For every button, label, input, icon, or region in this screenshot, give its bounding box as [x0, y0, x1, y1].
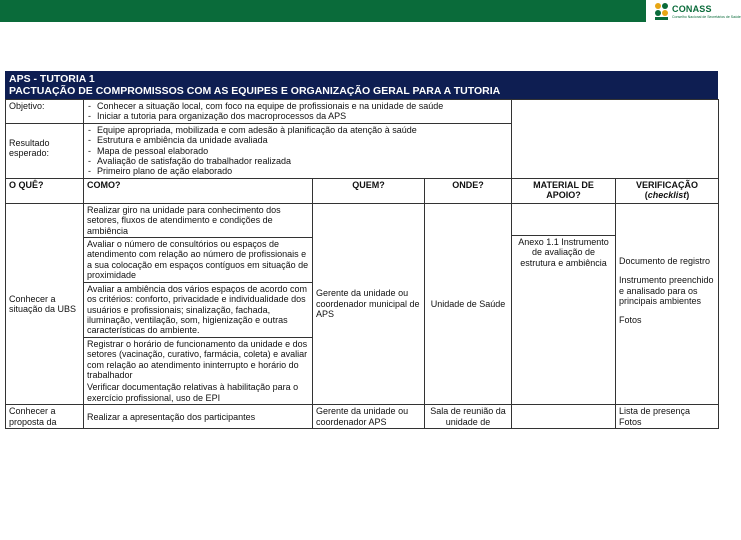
objetivo-item: - Conhecer a situação local, com foco na equipe de profissionais e na unidade de saúde	[95, 101, 508, 111]
objetivo-item: - Iniciar a tutoria para organização dos macroprocessos da APS	[95, 111, 508, 121]
conass-emblem-icon	[653, 2, 671, 22]
plan-table	[5, 99, 719, 429]
row1-onde: Unidade de Saúde	[425, 203, 512, 404]
resultado-item: - Equipe apropriada, mobilizada e com adesão à planificação da atenção à saúde	[95, 125, 508, 135]
row1-como-item: Avaliar o número de consultórios ou espaços de atendimento com relação ao número de profissionais e a sua colocação em espaços contíguos em situação de proximidade	[84, 238, 312, 283]
resultado-label: Resultado esperado:	[6, 123, 84, 178]
row2-como: Realizar a apresentação dos participantes	[84, 405, 313, 429]
objetivo-row	[6, 100, 719, 124]
resultado-row	[6, 123, 719, 178]
sheet-subtitle: PACTUAÇÃO DE COMPROMISSOS COM AS EQUIPES E ORGANIZAÇÃO GERAL PARA A TUTORIA	[9, 85, 501, 97]
row1-oque: Conhecer a situação da UBS	[6, 203, 84, 404]
row2-onde: Sala de reunião da unidade de	[425, 405, 512, 429]
resultado-item: - Mapa de pessoal elaborado	[95, 146, 508, 156]
col-material: MATERIAL DE APOIO?	[512, 178, 616, 203]
row2-verificacao	[616, 405, 719, 429]
row2-quem: Gerente da unidade ou coordenador APS	[313, 405, 425, 429]
conass-logo	[652, 0, 741, 24]
tutoria-sheet	[5, 71, 718, 467]
row1-como-item: Registrar o horário de funcionamento da unidade e dos setores (vacinação, curativo, farmácia, coleta) e avaliar com relação ao atendimento ininterrupto e horário do trabalhador	[87, 338, 308, 380]
row1-quem: Gerente da unidade ou coordenador municipal de APS	[313, 203, 425, 404]
row1-material	[512, 203, 616, 404]
row1-verificacao-item: Documento de registro	[619, 255, 711, 266]
brand-name: CONASS	[672, 4, 712, 14]
top-accent-bar	[0, 0, 646, 22]
row1-como-item: Avaliar a ambiência dos vários espaços de acordo com os critérios: conforto, privacidade e individualidade dos usuários e profissionais; sinalização, fachada, iluminação, ventilação, som, higienização e outras características do ambiente.	[84, 283, 312, 338]
row1-como-item: Verificar documentação relativas à habilitação para o exercício profissional, uso de EPI	[87, 382, 299, 403]
sheet-title: APS - TUTORIA 1	[9, 73, 95, 85]
row1-verificacao-item: Fotos	[619, 315, 642, 326]
col-quem: QUEM?	[313, 178, 425, 203]
col-onde: ONDE?	[425, 178, 512, 203]
objetivo-label: Objetivo:	[6, 100, 84, 124]
row1-verificacao-item: Instrumento preenchido e analisado para os principais ambientes	[619, 275, 714, 307]
col-verificacao-label: VERIFICAÇÃO	[635, 179, 698, 190]
col-verificacao: VERIFICAÇÃO (checklist)	[616, 178, 719, 203]
col-como: COMO?	[84, 178, 313, 203]
col-oque: O QUÊ?	[6, 178, 84, 203]
row2-oque: Conhecer a proposta da	[6, 405, 84, 429]
row1-verificacao	[616, 203, 719, 404]
row2-verificacao-item: Lista de presença	[619, 406, 691, 417]
resultado-item: - Primeiro plano de ação elaborado	[95, 166, 508, 176]
row2-material	[512, 405, 616, 429]
objetivo-cell	[84, 100, 512, 124]
resultado-item: - Estrutura e ambiência da unidade avaliada	[95, 135, 508, 145]
brand-tagline: Conselho Nacional de Secretários de Saúde	[672, 15, 741, 19]
table-row	[6, 405, 719, 429]
table-row	[6, 203, 719, 404]
sheet-header	[5, 71, 718, 99]
col-verificacao-sub: checklist	[647, 190, 687, 201]
resultado-cell	[84, 123, 512, 178]
row2-verificacao-item: Fotos	[619, 416, 642, 427]
column-header-row	[6, 178, 719, 203]
resultado-item: - Avaliação de satisfação do trabalhador realizada	[95, 156, 508, 166]
row1-como	[84, 203, 313, 404]
row1-como-item: Realizar giro na unidade para conhecimento dos setores, fluxos de atendimento e condições de ambiência	[84, 204, 312, 238]
row1-material-text: Anexo 1.1 Instrumento de avaliação de estrutura e ambiência	[518, 236, 609, 268]
